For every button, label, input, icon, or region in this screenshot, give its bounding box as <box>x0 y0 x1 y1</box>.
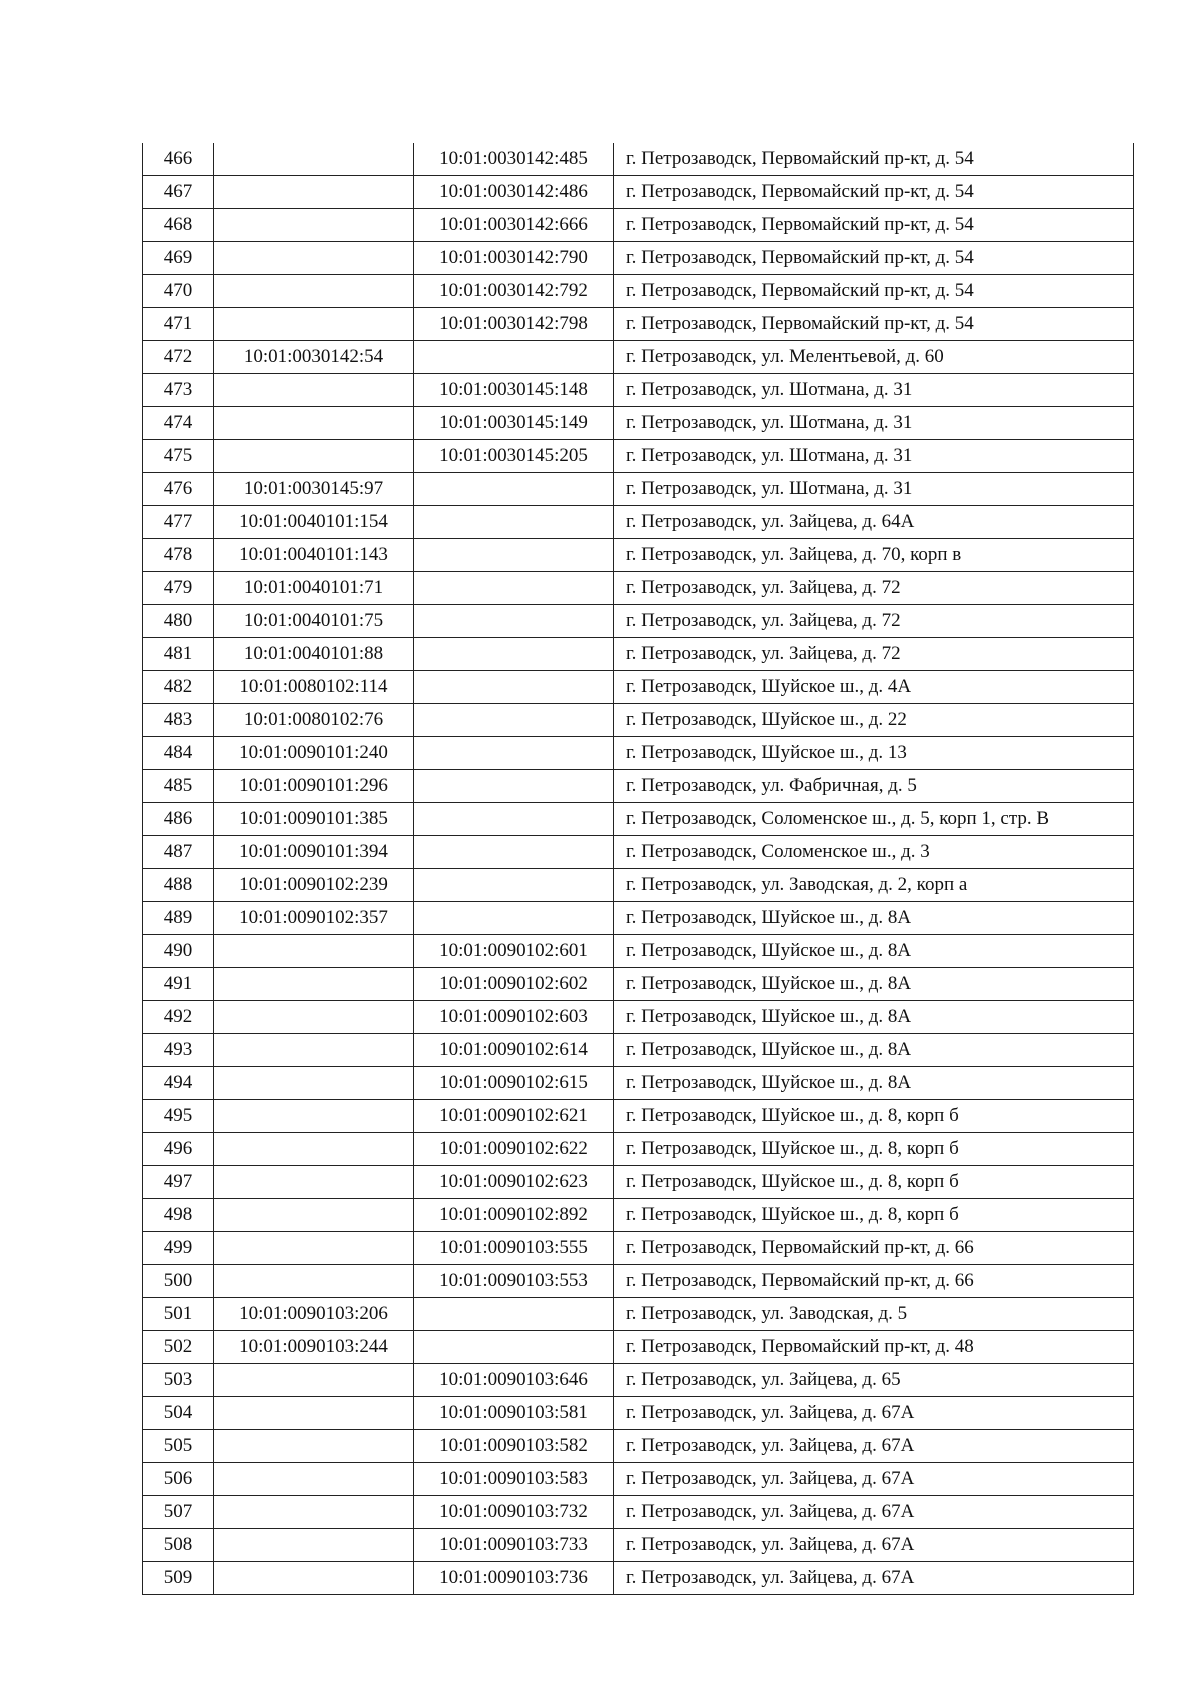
building-cadastral-number-cell <box>414 506 614 539</box>
building-cadastral-number-cell: 10:01:0090103:736 <box>414 1562 614 1595</box>
table-row <box>143 209 1134 242</box>
table-row <box>143 1496 1134 1529</box>
building-cadastral-number-cell: 10:01:0090103:553 <box>414 1265 614 1298</box>
row-number-cell: 482 <box>143 671 214 704</box>
parcel-cadastral-number-cell <box>214 968 414 1001</box>
address-cell: г. Петрозаводск, ул. Шотмана, д. 31 <box>614 374 1134 407</box>
address-cell: г. Петрозаводск, ул. Зайцева, д. 67А <box>614 1397 1134 1430</box>
address-cell: г. Петрозаводск, ул. Зайцева, д. 72 <box>614 638 1134 671</box>
row-number-cell: 493 <box>143 1034 214 1067</box>
building-cadastral-number-cell <box>414 605 614 638</box>
address-cell: г. Петрозаводск, ул. Зайцева, д. 67А <box>614 1529 1134 1562</box>
row-number-cell: 505 <box>143 1430 214 1463</box>
parcel-cadastral-number-cell: 10:01:0090103:206 <box>214 1298 414 1331</box>
table-row <box>143 902 1134 935</box>
building-cadastral-number-cell: 10:01:0090102:603 <box>414 1001 614 1034</box>
building-cadastral-number-cell: 10:01:0090102:615 <box>414 1067 614 1100</box>
parcel-cadastral-number-cell: 10:01:0040101:88 <box>214 638 414 671</box>
property-registry-table <box>142 143 1134 1595</box>
parcel-cadastral-number-cell: 10:01:0040101:143 <box>214 539 414 572</box>
row-number-cell: 488 <box>143 869 214 902</box>
parcel-cadastral-number-cell <box>214 1166 414 1199</box>
parcel-cadastral-number-cell <box>214 374 414 407</box>
parcel-cadastral-number-cell: 10:01:0090101:240 <box>214 737 414 770</box>
row-number-cell: 474 <box>143 407 214 440</box>
table-row <box>143 671 1134 704</box>
building-cadastral-number-cell <box>414 902 614 935</box>
table-row <box>143 1067 1134 1100</box>
building-cadastral-number-cell <box>414 737 614 770</box>
parcel-cadastral-number-cell <box>214 275 414 308</box>
building-cadastral-number-cell <box>414 803 614 836</box>
building-cadastral-number-cell: 10:01:0090103:583 <box>414 1463 614 1496</box>
row-number-cell: 500 <box>143 1265 214 1298</box>
building-cadastral-number-cell: 10:01:0090102:623 <box>414 1166 614 1199</box>
address-cell: г. Петрозаводск, ул. Зайцева, д. 72 <box>614 605 1134 638</box>
parcel-cadastral-number-cell: 10:01:0090101:296 <box>214 770 414 803</box>
address-cell: г. Петрозаводск, Первомайский пр-кт, д. 54 <box>614 275 1134 308</box>
address-cell: г. Петрозаводск, ул. Зайцева, д. 67А <box>614 1496 1134 1529</box>
row-number-cell: 471 <box>143 308 214 341</box>
table-row <box>143 1529 1134 1562</box>
row-number-cell: 479 <box>143 572 214 605</box>
building-cadastral-number-cell: 10:01:0030142:798 <box>414 308 614 341</box>
parcel-cadastral-number-cell <box>214 1199 414 1232</box>
row-number-cell: 483 <box>143 704 214 737</box>
table-row <box>143 473 1134 506</box>
table-row <box>143 1166 1134 1199</box>
building-cadastral-number-cell: 10:01:0090103:733 <box>414 1529 614 1562</box>
address-cell: г. Петрозаводск, Шуйское ш., д. 8, корп б <box>614 1166 1134 1199</box>
table-row <box>143 770 1134 803</box>
parcel-cadastral-number-cell <box>214 1430 414 1463</box>
table-row <box>143 1001 1134 1034</box>
address-cell: г. Петрозаводск, Первомайский пр-кт, д. 54 <box>614 176 1134 209</box>
parcel-cadastral-number-cell <box>214 209 414 242</box>
address-cell: г. Петрозаводск, Шуйское ш., д. 8А <box>614 1001 1134 1034</box>
address-cell: г. Петрозаводск, Соломенское ш., д. 5, корп 1, стр. В <box>614 803 1134 836</box>
address-cell: г. Петрозаводск, Шуйское ш., д. 8А <box>614 1034 1134 1067</box>
row-number-cell: 481 <box>143 638 214 671</box>
building-cadastral-number-cell: 10:01:0090102:602 <box>414 968 614 1001</box>
table-row <box>143 1232 1134 1265</box>
parcel-cadastral-number-cell <box>214 1496 414 1529</box>
address-cell: г. Петрозаводск, ул. Зайцева, д. 64А <box>614 506 1134 539</box>
building-cadastral-number-cell <box>414 671 614 704</box>
building-cadastral-number-cell: 10:01:0090102:614 <box>414 1034 614 1067</box>
table-row <box>143 638 1134 671</box>
table-row <box>143 1397 1134 1430</box>
address-cell: г. Петрозаводск, Шуйское ш., д. 8А <box>614 935 1134 968</box>
row-number-cell: 478 <box>143 539 214 572</box>
building-cadastral-number-cell <box>414 1331 614 1364</box>
building-cadastral-number-cell: 10:01:0030142:486 <box>414 176 614 209</box>
building-cadastral-number-cell <box>414 572 614 605</box>
address-cell: г. Петрозаводск, Первомайский пр-кт, д. 54 <box>614 143 1134 176</box>
row-number-cell: 494 <box>143 1067 214 1100</box>
row-number-cell: 486 <box>143 803 214 836</box>
table-row <box>143 539 1134 572</box>
table-row <box>143 176 1134 209</box>
parcel-cadastral-number-cell: 10:01:0090101:394 <box>214 836 414 869</box>
address-cell: г. Петрозаводск, ул. Шотмана, д. 31 <box>614 440 1134 473</box>
row-number-cell: 496 <box>143 1133 214 1166</box>
row-number-cell: 509 <box>143 1562 214 1595</box>
address-cell: г. Петрозаводск, ул. Зайцева, д. 67А <box>614 1463 1134 1496</box>
address-cell: г. Петрозаводск, Первомайский пр-кт, д. 54 <box>614 209 1134 242</box>
table-row <box>143 1199 1134 1232</box>
parcel-cadastral-number-cell: 10:01:0040101:154 <box>214 506 414 539</box>
address-cell: г. Петрозаводск, ул. Мелентьевой, д. 60 <box>614 341 1134 374</box>
building-cadastral-number-cell <box>414 638 614 671</box>
parcel-cadastral-number-cell <box>214 1265 414 1298</box>
address-cell: г. Петрозаводск, Первомайский пр-кт, д. 66 <box>614 1265 1134 1298</box>
parcel-cadastral-number-cell: 10:01:0090101:385 <box>214 803 414 836</box>
address-cell: г. Петрозаводск, Шуйское ш., д. 22 <box>614 704 1134 737</box>
table-row <box>143 1430 1134 1463</box>
parcel-cadastral-number-cell <box>214 1364 414 1397</box>
parcel-cadastral-number-cell <box>214 1034 414 1067</box>
row-number-cell: 477 <box>143 506 214 539</box>
building-cadastral-number-cell <box>414 539 614 572</box>
row-number-cell: 502 <box>143 1331 214 1364</box>
parcel-cadastral-number-cell: 10:01:0030145:97 <box>214 473 414 506</box>
table-row <box>143 275 1134 308</box>
address-cell: г. Петрозаводск, ул. Шотмана, д. 31 <box>614 473 1134 506</box>
row-number-cell: 506 <box>143 1463 214 1496</box>
table-row <box>143 935 1134 968</box>
building-cadastral-number-cell: 10:01:0090103:581 <box>414 1397 614 1430</box>
row-number-cell: 508 <box>143 1529 214 1562</box>
table-row <box>143 572 1134 605</box>
table-row <box>143 1034 1134 1067</box>
parcel-cadastral-number-cell <box>214 1001 414 1034</box>
table-row <box>143 1463 1134 1496</box>
row-number-cell: 499 <box>143 1232 214 1265</box>
parcel-cadastral-number-cell <box>214 407 414 440</box>
address-cell: г. Петрозаводск, Шуйское ш., д. 8, корп б <box>614 1100 1134 1133</box>
table-row <box>143 374 1134 407</box>
table-row <box>143 1364 1134 1397</box>
row-number-cell: 491 <box>143 968 214 1001</box>
table-row <box>143 506 1134 539</box>
building-cadastral-number-cell: 10:01:0030142:666 <box>414 209 614 242</box>
parcel-cadastral-number-cell: 10:01:0090102:357 <box>214 902 414 935</box>
row-number-cell: 476 <box>143 473 214 506</box>
building-cadastral-number-cell: 10:01:0090103:646 <box>414 1364 614 1397</box>
row-number-cell: 468 <box>143 209 214 242</box>
table-row <box>143 1562 1134 1595</box>
parcel-cadastral-number-cell <box>214 1529 414 1562</box>
table-row <box>143 605 1134 638</box>
address-cell: г. Петрозаводск, Первомайский пр-кт, д. 54 <box>614 308 1134 341</box>
building-cadastral-number-cell <box>414 836 614 869</box>
row-number-cell: 498 <box>143 1199 214 1232</box>
building-cadastral-number-cell <box>414 869 614 902</box>
address-cell: г. Петрозаводск, ул. Заводская, д. 5 <box>614 1298 1134 1331</box>
building-cadastral-number-cell: 10:01:0090102:892 <box>414 1199 614 1232</box>
table-row <box>143 143 1134 176</box>
address-cell: г. Петрозаводск, Шуйское ш., д. 8, корп б <box>614 1199 1134 1232</box>
parcel-cadastral-number-cell <box>214 1463 414 1496</box>
building-cadastral-number-cell: 10:01:0030142:790 <box>414 242 614 275</box>
parcel-cadastral-number-cell: 10:01:0090102:239 <box>214 869 414 902</box>
table-row <box>143 407 1134 440</box>
address-cell: г. Петрозаводск, Первомайский пр-кт, д. 48 <box>614 1331 1134 1364</box>
parcel-cadastral-number-cell: 10:01:0090103:244 <box>214 1331 414 1364</box>
parcel-cadastral-number-cell <box>214 1232 414 1265</box>
row-number-cell: 466 <box>143 143 214 176</box>
building-cadastral-number-cell <box>414 473 614 506</box>
parcel-cadastral-number-cell <box>214 143 414 176</box>
parcel-cadastral-number-cell <box>214 1397 414 1430</box>
building-cadastral-number-cell: 10:01:0030142:792 <box>414 275 614 308</box>
table-row <box>143 968 1134 1001</box>
row-number-cell: 470 <box>143 275 214 308</box>
row-number-cell: 503 <box>143 1364 214 1397</box>
parcel-cadastral-number-cell <box>214 935 414 968</box>
address-cell: г. Петрозаводск, Шуйское ш., д. 8, корп б <box>614 1133 1134 1166</box>
address-cell: г. Петрозаводск, ул. Зайцева, д. 72 <box>614 572 1134 605</box>
parcel-cadastral-number-cell <box>214 308 414 341</box>
table-row <box>143 803 1134 836</box>
row-number-cell: 484 <box>143 737 214 770</box>
row-number-cell: 492 <box>143 1001 214 1034</box>
building-cadastral-number-cell: 10:01:0030145:205 <box>414 440 614 473</box>
address-cell: г. Петрозаводск, Шуйское ш., д. 8А <box>614 968 1134 1001</box>
registry-table-body <box>143 143 1134 1595</box>
parcel-cadastral-number-cell <box>214 440 414 473</box>
row-number-cell: 497 <box>143 1166 214 1199</box>
building-cadastral-number-cell: 10:01:0090102:622 <box>414 1133 614 1166</box>
building-cadastral-number-cell: 10:01:0030142:485 <box>414 143 614 176</box>
row-number-cell: 472 <box>143 341 214 374</box>
address-cell: г. Петрозаводск, ул. Фабричная, д. 5 <box>614 770 1134 803</box>
parcel-cadastral-number-cell: 10:01:0040101:75 <box>214 605 414 638</box>
building-cadastral-number-cell: 10:01:0030145:149 <box>414 407 614 440</box>
parcel-cadastral-number-cell: 10:01:0080102:114 <box>214 671 414 704</box>
address-cell: г. Петрозаводск, ул. Шотмана, д. 31 <box>614 407 1134 440</box>
building-cadastral-number-cell: 10:01:0090102:601 <box>414 935 614 968</box>
parcel-cadastral-number-cell <box>214 1067 414 1100</box>
table-row <box>143 1265 1134 1298</box>
parcel-cadastral-number-cell: 10:01:0040101:71 <box>214 572 414 605</box>
parcel-cadastral-number-cell <box>214 242 414 275</box>
building-cadastral-number-cell: 10:01:0090103:582 <box>414 1430 614 1463</box>
building-cadastral-number-cell <box>414 1298 614 1331</box>
table-row <box>143 1133 1134 1166</box>
building-cadastral-number-cell: 10:01:0030145:148 <box>414 374 614 407</box>
parcel-cadastral-number-cell <box>214 1100 414 1133</box>
building-cadastral-number-cell <box>414 704 614 737</box>
address-cell: г. Петрозаводск, Первомайский пр-кт, д. 54 <box>614 242 1134 275</box>
address-cell: г. Петрозаводск, ул. Заводская, д. 2, корп а <box>614 869 1134 902</box>
parcel-cadastral-number-cell: 10:01:0030142:54 <box>214 341 414 374</box>
parcel-cadastral-number-cell <box>214 1133 414 1166</box>
address-cell: г. Петрозаводск, ул. Зайцева, д. 70, корп в <box>614 539 1134 572</box>
table-row <box>143 242 1134 275</box>
row-number-cell: 480 <box>143 605 214 638</box>
address-cell: г. Петрозаводск, Шуйское ш., д. 8А <box>614 1067 1134 1100</box>
row-number-cell: 485 <box>143 770 214 803</box>
row-number-cell: 490 <box>143 935 214 968</box>
table-row <box>143 869 1134 902</box>
row-number-cell: 475 <box>143 440 214 473</box>
row-number-cell: 487 <box>143 836 214 869</box>
building-cadastral-number-cell: 10:01:0090103:732 <box>414 1496 614 1529</box>
table-row <box>143 440 1134 473</box>
table-row <box>143 737 1134 770</box>
building-cadastral-number-cell <box>414 770 614 803</box>
table-row <box>143 341 1134 374</box>
table-row <box>143 1331 1134 1364</box>
address-cell: г. Петрозаводск, Шуйское ш., д. 4А <box>614 671 1134 704</box>
building-cadastral-number-cell <box>414 341 614 374</box>
parcel-cadastral-number-cell <box>214 1562 414 1595</box>
row-number-cell: 469 <box>143 242 214 275</box>
table-row <box>143 1298 1134 1331</box>
address-cell: г. Петрозаводск, Шуйское ш., д. 8А <box>614 902 1134 935</box>
table-row <box>143 308 1134 341</box>
table-row <box>143 836 1134 869</box>
row-number-cell: 501 <box>143 1298 214 1331</box>
address-cell: г. Петрозаводск, Шуйское ш., д. 13 <box>614 737 1134 770</box>
address-cell: г. Петрозаводск, ул. Зайцева, д. 65 <box>614 1364 1134 1397</box>
parcel-cadastral-number-cell <box>214 176 414 209</box>
table-row <box>143 704 1134 737</box>
address-cell: г. Петрозаводск, Первомайский пр-кт, д. 66 <box>614 1232 1134 1265</box>
row-number-cell: 495 <box>143 1100 214 1133</box>
table-row <box>143 1100 1134 1133</box>
address-cell: г. Петрозаводск, Соломенское ш., д. 3 <box>614 836 1134 869</box>
row-number-cell: 467 <box>143 176 214 209</box>
building-cadastral-number-cell: 10:01:0090102:621 <box>414 1100 614 1133</box>
row-number-cell: 489 <box>143 902 214 935</box>
parcel-cadastral-number-cell: 10:01:0080102:76 <box>214 704 414 737</box>
address-cell: г. Петрозаводск, ул. Зайцева, д. 67А <box>614 1430 1134 1463</box>
building-cadastral-number-cell: 10:01:0090103:555 <box>414 1232 614 1265</box>
row-number-cell: 507 <box>143 1496 214 1529</box>
address-cell: г. Петрозаводск, ул. Зайцева, д. 67А <box>614 1562 1134 1595</box>
row-number-cell: 504 <box>143 1397 214 1430</box>
row-number-cell: 473 <box>143 374 214 407</box>
